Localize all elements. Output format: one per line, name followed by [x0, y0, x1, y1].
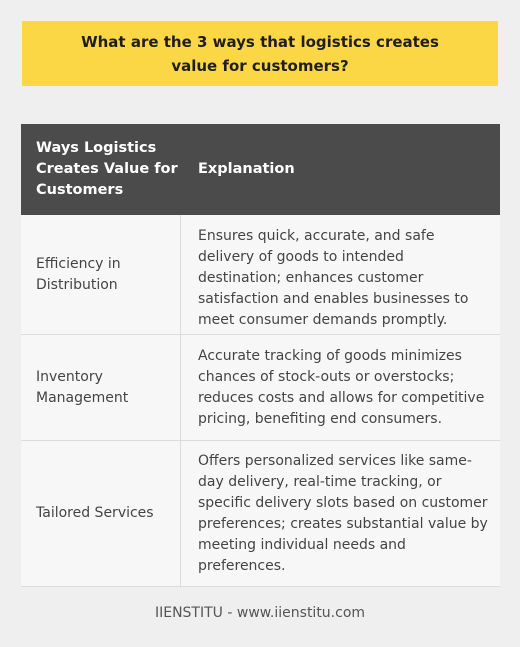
- row-explanation: Offers personalized services like same-day delivery, real-time tracking, or specific delivery slots based on customer preferences; creates substantial value by meeting individual needs and preferences.: [198, 453, 488, 574]
- table-row: [21, 335, 500, 441]
- title-banner: [22, 21, 498, 86]
- row-way: Tailored Services: [21, 441, 181, 586]
- header-explanation: Explanation: [198, 161, 295, 177]
- footer-credit: IIENSTITU - www.iienstitu.com: [154, 605, 366, 621]
- row-way: Efficiency in Distribution: [21, 215, 181, 334]
- table-row: [21, 441, 500, 587]
- row-explanation: Ensures quick, accurate, and safe delivery of goods to intended destination; enhances customer satisfaction and enables businesses to meet consumer demands promptly.: [198, 228, 469, 328]
- row-explanation: Accurate tracking of goods minimizes chances of stock-outs or overstocks; reduces costs and allows for competitive pricing, benefiting end consumers.: [198, 348, 485, 427]
- table-header-row: [21, 124, 500, 215]
- page-title: What are the 3 ways that logistics creates value for customers?: [81, 32, 439, 75]
- table-row: [21, 215, 500, 335]
- header-ways: Ways Logistics Creates Value for Customers: [36, 140, 178, 198]
- value-table: [21, 124, 500, 587]
- row-way: Inventory Management: [21, 335, 181, 440]
